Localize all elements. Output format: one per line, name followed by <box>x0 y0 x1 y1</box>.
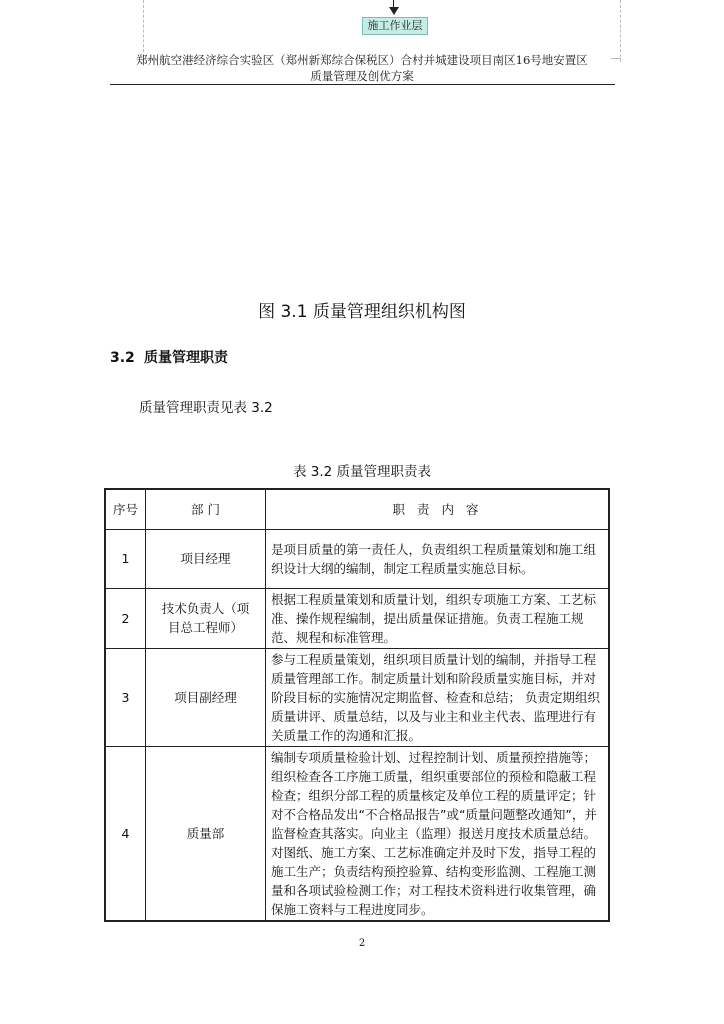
table-row <box>105 746 609 921</box>
row-dept: 技术负责人（项目总工程师） <box>146 588 266 648</box>
figure-caption: 图 3.1 质量管理组织机构图 <box>258 302 466 322</box>
row-duty-cell <box>266 746 610 921</box>
header-no: 序号 <box>105 489 146 529</box>
header-rule <box>110 84 615 85</box>
table-row <box>105 588 609 648</box>
row-duty: 参与工程质量策划，组织项目质量计划的编制，并指导工程质量管理部工作。制定质量计划和阶段质量实施目标，并对阶段目标的实施情况定期监督、检查和总结； 负责定期组织质量讲评、质量总结，以及与业主和业主代表、监理进行有关质量工作的沟通和汇报。 <box>266 648 610 746</box>
running-header-line2: 质量管理及创优方案 <box>310 69 414 83</box>
section-heading <box>110 347 228 367</box>
body-paragraph: 质量管理职责见表 3.2 <box>139 400 273 416</box>
page-number: 2 <box>358 938 366 949</box>
row-dept: 项目经理 <box>146 529 266 588</box>
row-no: 3 <box>105 648 146 746</box>
section-number: 3.2 <box>110 350 135 366</box>
section-title: 质量管理职责 <box>144 350 228 366</box>
table-header-row <box>105 489 609 529</box>
table-row <box>105 648 609 746</box>
row-no: 1 <box>105 529 146 588</box>
running-header-line1: 郑州航空港经济综合实验区（郑州新郑综合保税区）合村并城建设项目南区16号地安置区 <box>136 53 588 67</box>
flow-arrow-icon <box>389 7 399 15</box>
row-dept: 质量部 <box>146 746 266 921</box>
flow-box-construction-layer[interactable]: 施工作业层 <box>362 17 428 35</box>
table-row <box>105 529 609 588</box>
row-no: 2 <box>105 588 146 648</box>
row-no: 4 <box>105 746 146 921</box>
header-dept: 部 门 <box>146 489 266 529</box>
row-duty: 是项目质量的第一责任人，负责组织工程质量策划和施工组织设计大纲的编制，制定工程质量实施总目标。 <box>266 529 610 588</box>
header-duty: 职 责 内 容 <box>266 489 610 529</box>
duty-table <box>104 488 610 922</box>
row-dept: 项目副经理 <box>146 648 266 746</box>
row-duty: 根据工程质量策划和质量计划，组织专项施工方案、工艺标准、操作规程编制，提出质量保证措施。负责工程施工规范、规程和标准管理。 <box>266 588 610 648</box>
row-duty: 编制专项质量检验计划、过程控制计划、质量预控措施等；组织检查各工序施工质量，组织重要部位的预检和隐蔽工程检查；组织分部工程的质量核定及单位工程的质量评定；针对不合格品发出“不合格品报告”或“质量问题整改通知”，并监督检查其落实。向业主（监理）报送月度技术质量总结。 <box>271 749 597 841</box>
row-duty-continued: 对图纸、施工方案、工艺标准确定并及时下发，指导工程的施工生产；负责结构预控验算、结构变形监测、工程施工测量和各项试验检测工作；对工程技术资料进行收集管理，确保施工资料与工程进度同步。 <box>271 844 597 917</box>
table-caption: 表 3.2 质量管理职责表 <box>292 464 432 480</box>
